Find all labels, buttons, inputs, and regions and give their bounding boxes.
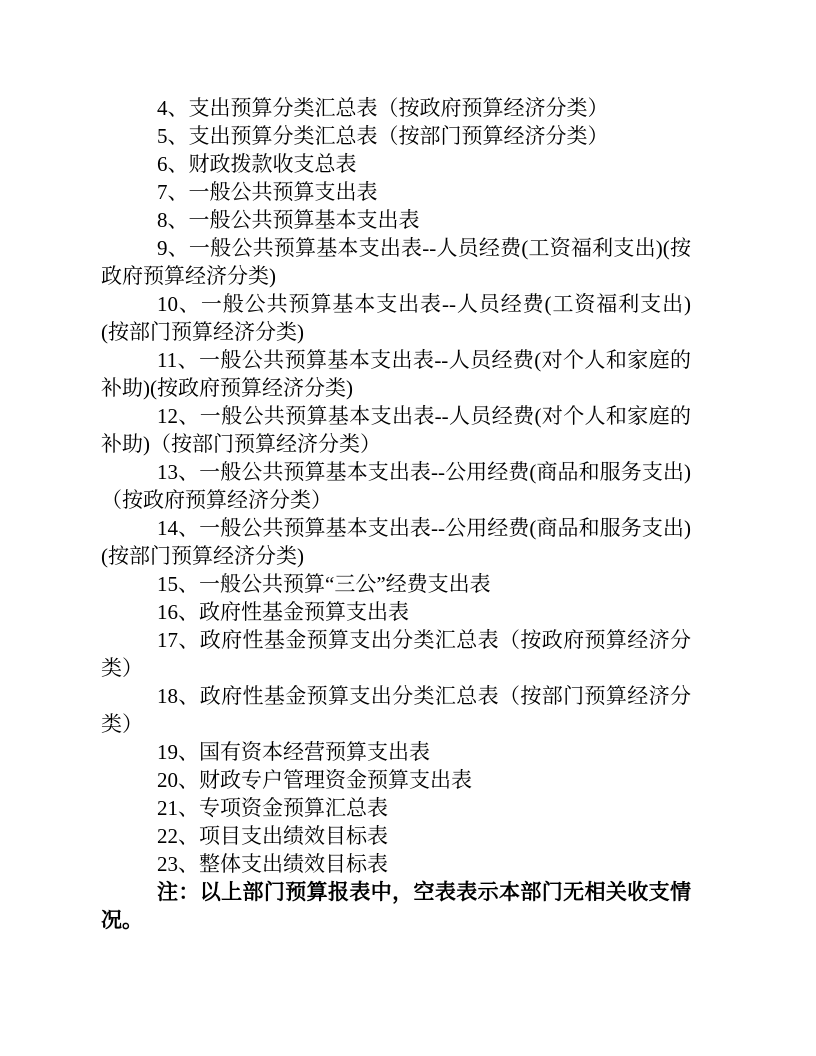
list-item-22: 22、项目支出绩效目标表 [157,824,388,848]
list-item-17: 17、政府性基金预算支出分类汇总表（按政府预算经济分类） [101,628,691,680]
list-item-11: 11、一般公共预算基本支出表--人员经费(对个人和家庭的补助)(按政府预算经济分类) [101,348,691,400]
list-item-7: 7、一般公共预算支出表 [157,180,378,204]
list-item-8: 8、一般公共预算基本支出表 [157,208,420,232]
list-item-20: 20、财政专户管理资金预算支出表 [157,768,472,792]
list-item-18: 18、政府性基金预算支出分类汇总表（按部门预算经济分类） [101,684,691,736]
list-item-13: 13、一般公共预算基本支出表--公用经费(商品和服务支出)（按政府预算经济分类） [101,460,691,512]
list-item-16: 16、政府性基金预算支出表 [157,600,409,624]
list-item-9: 9、一般公共预算基本支出表--人员经费(工资福利支出)(按政府预算经济分类) [101,236,691,288]
list-item-4: 4、支出预算分类汇总表（按政府预算经济分类） [157,96,609,120]
list-item-10: 10、一般公共预算基本支出表--人员经费(工资福利支出)(按部门预算经济分类) [101,292,691,344]
list-item-23: 23、整体支出绩效目标表 [157,852,388,876]
list-item-12: 12、一般公共预算基本支出表--人员经费(对个人和家庭的补助)（按部门预算经济分类） [101,404,691,456]
list-item-21: 21、专项资金预算汇总表 [157,796,388,820]
footnote: 注：以上部门预算报表中，空表表示本部门无相关收支情况。 [101,880,691,932]
list-item-6: 6、财政拨款收支总表 [157,152,357,176]
list-item-5: 5、支出预算分类汇总表（按部门预算经济分类） [157,124,609,148]
list-item-14: 14、一般公共预算基本支出表--公用经费(商品和服务支出)(按部门预算经济分类) [101,516,691,568]
list-item-19: 19、国有资本经营预算支出表 [157,740,430,764]
budget-table-list [101,94,691,934]
list-item-15: 15、一般公共预算“三公”经费支出表 [157,572,491,596]
